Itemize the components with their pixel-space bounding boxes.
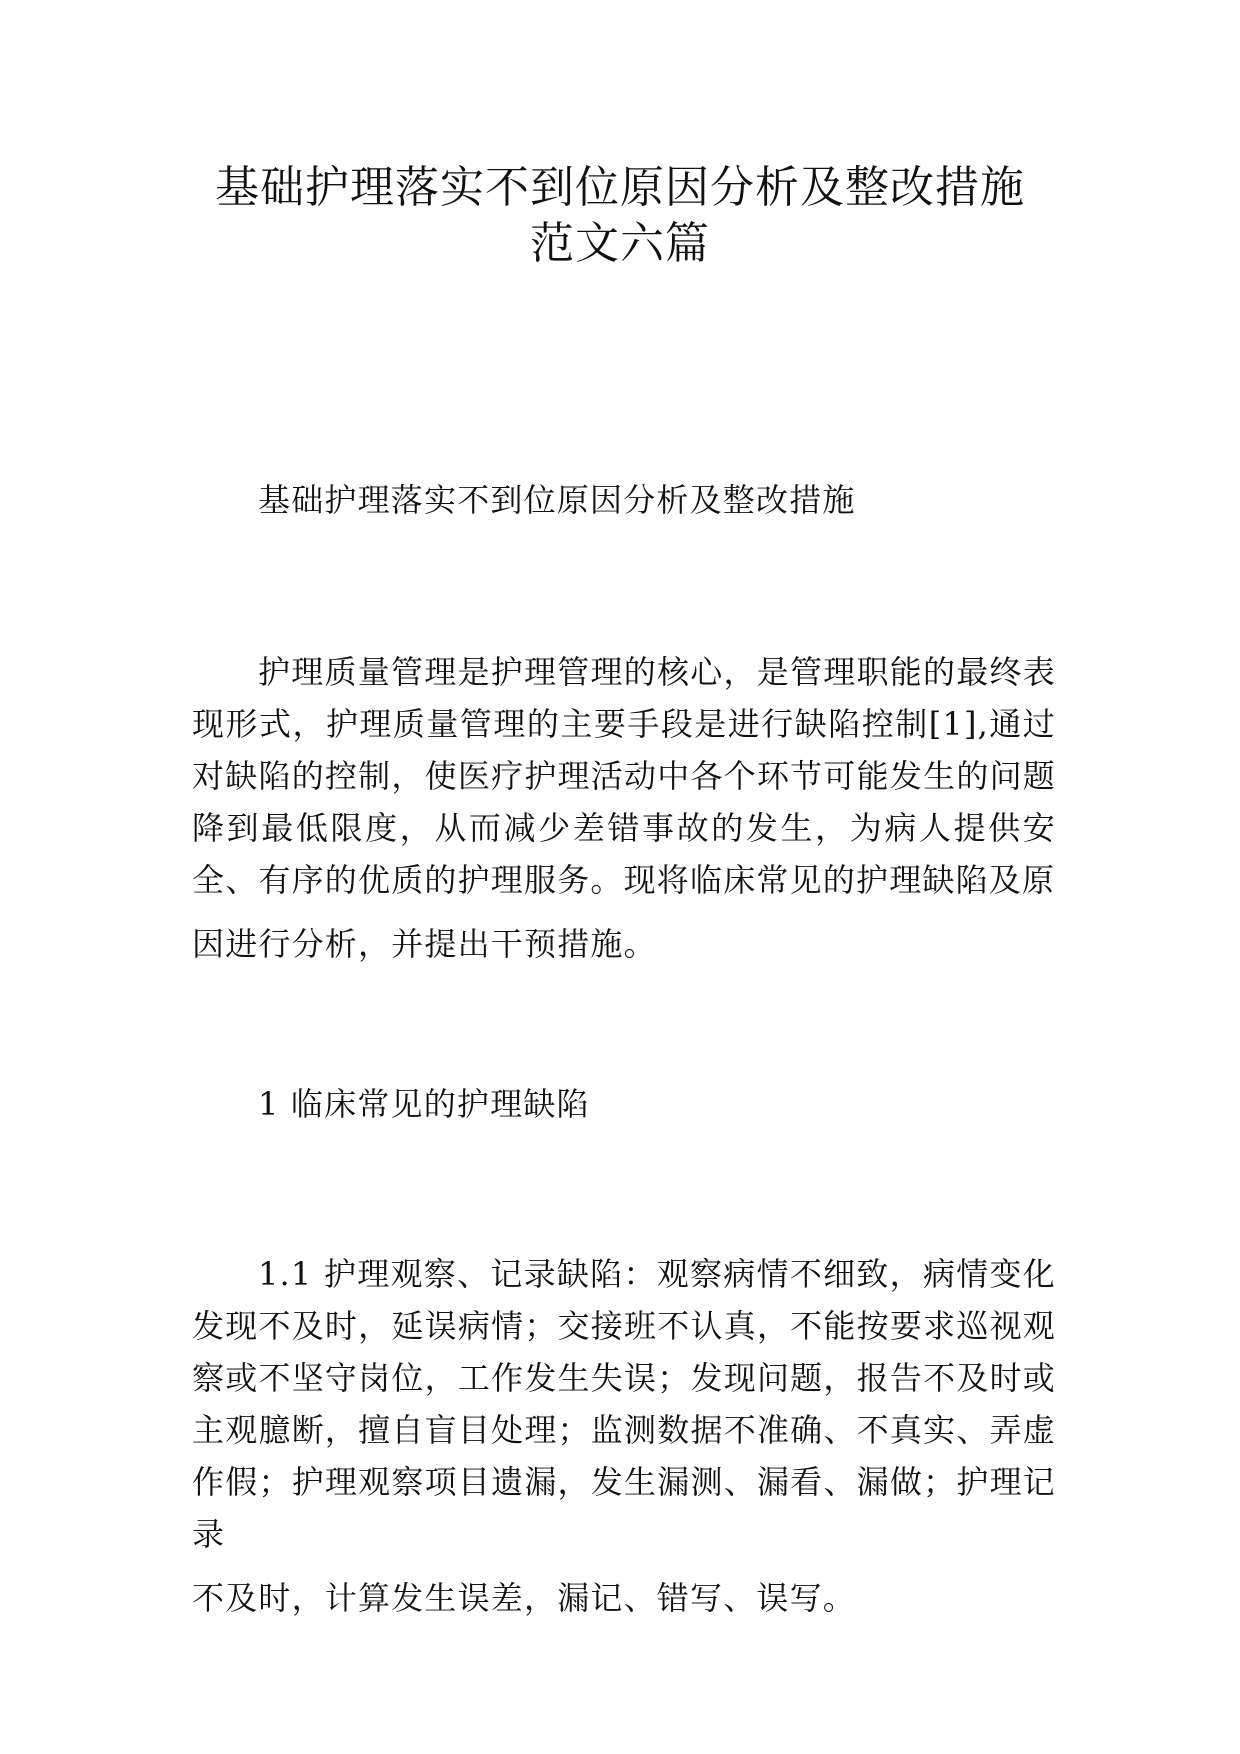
intro-paragraph [192, 646, 1056, 970]
intro-paragraph-tail: 因进行分析，并提出干预措施。 [192, 925, 657, 963]
section-1-1-paragraph-tail: 不及时，计算发生误差，漏记、错写、误写。 [192, 1579, 857, 1617]
section-1-1-paragraph-text: 1.1 护理观察、记录缺陷：观察病情不细致，病情变化发现不及时，延误病情；交接班不认真，不能按要求巡视观察或不坚守岗位，工作发生失误；发现问题，报告不及时或主观臆断，擅自盲目处理；监测数据不准确、不真实、弄虚作假；护理观察项目遗漏，发生漏测、漏看、漏做；护理记录 [192, 1255, 1056, 1553]
title-line-1: 基础护理落实不到位原因分析及整改措施 [215, 162, 1025, 213]
section-1-heading: 1 临床常见的护理缺陷 [258, 1085, 590, 1123]
intro-paragraph-text: 护理质量管理是护理管理的核心，是管理职能的最终表现形式，护理质量管理的主要手段是进行缺陷控制[1],通过对缺陷的控制，使医疗护理活动中各个环节可能发生的问题降到最低限度，从而减少差错事故的发生，为病人提供安全、有序的优质的护理服务。现将临床常见的护理缺陷及原 [192, 653, 1056, 899]
document-subtitle: 基础护理落实不到位原因分析及整改措施 [258, 481, 856, 519]
title-line-2: 范文六篇 [530, 218, 710, 269]
section-1-1-paragraph [192, 1248, 1056, 1624]
document-title [150, 160, 1090, 272]
